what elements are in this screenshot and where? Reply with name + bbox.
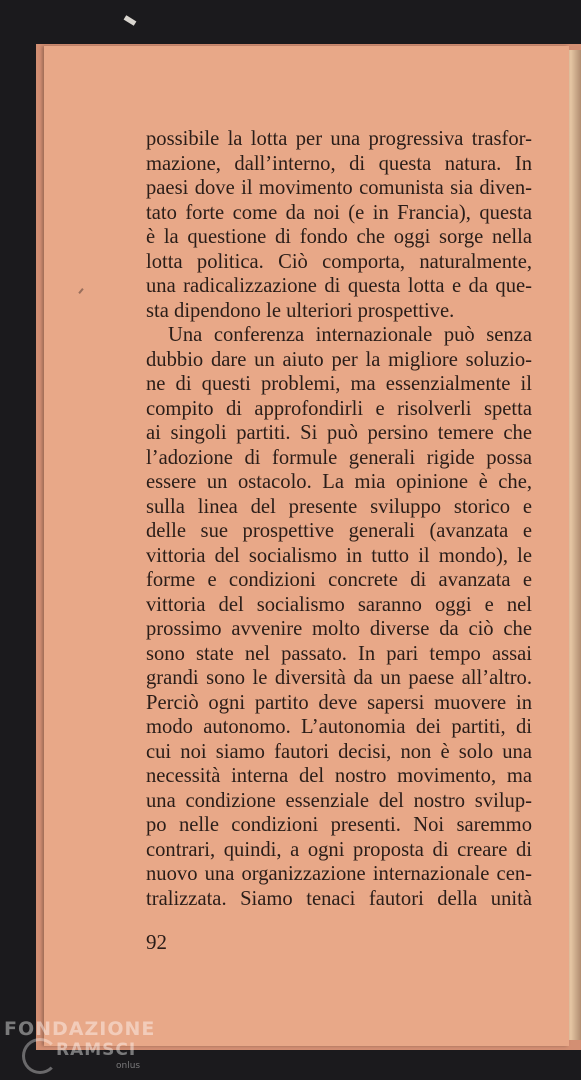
text-line: possibile la lotta per una progressiva trasfor- bbox=[146, 128, 532, 150]
watermark-logo bbox=[0, 1018, 156, 1080]
text-line: contrari, quindi, a ogni proposta di creare di bbox=[146, 838, 532, 861]
watermark-g-icon bbox=[22, 1038, 58, 1074]
text-line: grandi sono le diversità da un paese all’altro. bbox=[146, 667, 532, 689]
text-line: mazione, dall’interno, di questa natura. In bbox=[146, 152, 532, 175]
watermark-line2: RAMSCI bbox=[56, 1040, 137, 1060]
text-line: è la questione di fondo che oggi sorge nella bbox=[146, 226, 532, 248]
text-line: Una conferenza internazionale può senza bbox=[168, 324, 532, 346]
text-line: l’adozione di formule generali rigide possa bbox=[146, 446, 532, 469]
watermark-line3: onlus bbox=[116, 1061, 141, 1071]
text-line: sta dipendono le ulteriori prospettive. bbox=[146, 299, 455, 322]
text-line: forme e condizioni concrete di avanzata e bbox=[146, 569, 532, 591]
text-line: necessità interna del nostro movimento, ma bbox=[146, 765, 532, 787]
text-line: delle sue prospettive generali (avanzata e bbox=[146, 520, 532, 542]
text-line: una radicalizzazione di questa lotta e da que- bbox=[146, 275, 532, 297]
body-text bbox=[146, 127, 532, 911]
text-line: essere un ostacolo. La mia opinione è che, bbox=[146, 471, 532, 493]
text-line: Perciò ogni partito deve sapersi muovere in bbox=[146, 691, 532, 714]
text-line: po nelle condizioni presenti. Noi saremmo bbox=[146, 814, 532, 836]
text-line: compito di approfondirli e risolverli spetta bbox=[146, 397, 532, 420]
text-line: prossimo avvenire molto diverse da ciò che bbox=[146, 618, 532, 640]
text-line: sulla linea del presente sviluppo storico e bbox=[146, 495, 532, 518]
text-line: modo autonomo. L’autonomia dei partiti, di bbox=[146, 716, 532, 738]
text-line: vittoria del socialismo in tutto il mondo), le bbox=[146, 544, 532, 567]
text-line: tato forte come da noi (e in Francia), questa bbox=[146, 201, 532, 224]
text-line: vittoria del socialismo saranno oggi e nel bbox=[146, 593, 532, 616]
text-line: sono state nel passato. In pari tempo assai bbox=[146, 642, 532, 665]
watermark-line1: FONDAZIONE bbox=[4, 1018, 156, 1040]
text-line: cui noi siamo fautori decisi, non è solo una bbox=[146, 740, 532, 763]
text-line: dubbio dare un aiuto per la migliore soluzio- bbox=[146, 348, 532, 371]
scan-mark bbox=[124, 15, 137, 26]
text-line: tralizzata. Siamo tenaci fautori della unità bbox=[146, 887, 532, 910]
text-line: paesi dove il movimento comunista sia diven- bbox=[146, 177, 532, 199]
text-line: ne di questi problemi, ma essenzialmente il bbox=[146, 373, 532, 395]
text-line: ai singoli partiti. Si può persino temere che bbox=[146, 422, 532, 444]
text-line: una condizione essenziale del nostro svilup- bbox=[146, 789, 532, 812]
page-number: 92 bbox=[146, 930, 167, 954]
text-line: nuovo una organizzazione internazionale cen- bbox=[146, 863, 532, 885]
text-line: lotta politica. Ciò comporta, naturalmente, bbox=[146, 250, 532, 273]
